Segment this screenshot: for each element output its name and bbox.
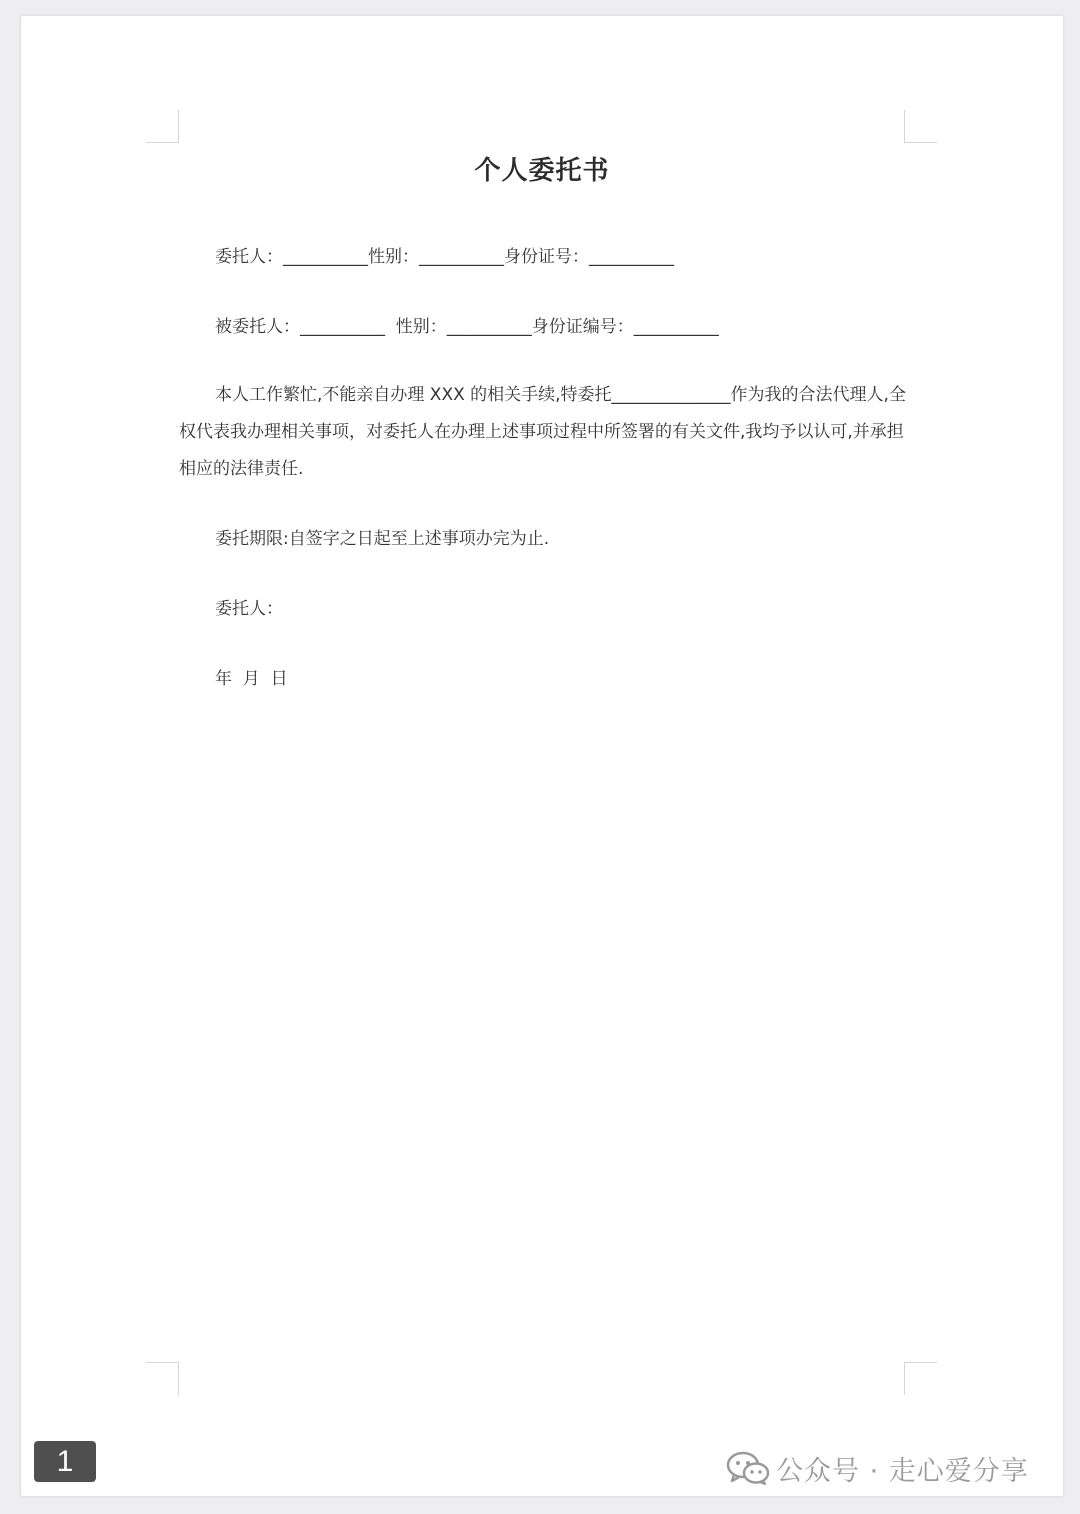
page-number-badge: 1 <box>34 1441 96 1482</box>
date-line: 年 月 日 <box>215 669 288 689</box>
body-paragraph: 本人工作繁忙,不能亲自办理 XXX 的相关手续,特委托______________作为我的合法代理人,全权代表我办理相关事项，对委托人在办理上述事项过程中所签署的有关文件,我均予以认可,并承担相应的法律责任. <box>179 385 906 479</box>
crop-mark-top-left <box>146 110 179 143</box>
watermark-text: 公众号 · 走心爱分享 <box>776 1455 1029 1487</box>
document-title: 个人委托书 <box>474 156 610 186</box>
watermark <box>726 1448 1029 1488</box>
signature-line: 委托人： <box>215 599 283 619</box>
crop-mark-bottom-right <box>904 1362 937 1395</box>
crop-mark-bottom-left <box>146 1362 179 1395</box>
wechat-icon <box>726 1451 770 1485</box>
term-line: 委托期限:自签字之日起至上述事项办完为止. <box>215 529 550 549</box>
agent-info-line: 被委托人：__________ 性别：__________身份证编号：__________ <box>215 317 719 337</box>
crop-mark-top-right <box>904 110 937 143</box>
document-page <box>21 16 1063 1496</box>
principal-info-line: 委托人：__________性别：__________身份证号：__________ <box>215 247 674 267</box>
